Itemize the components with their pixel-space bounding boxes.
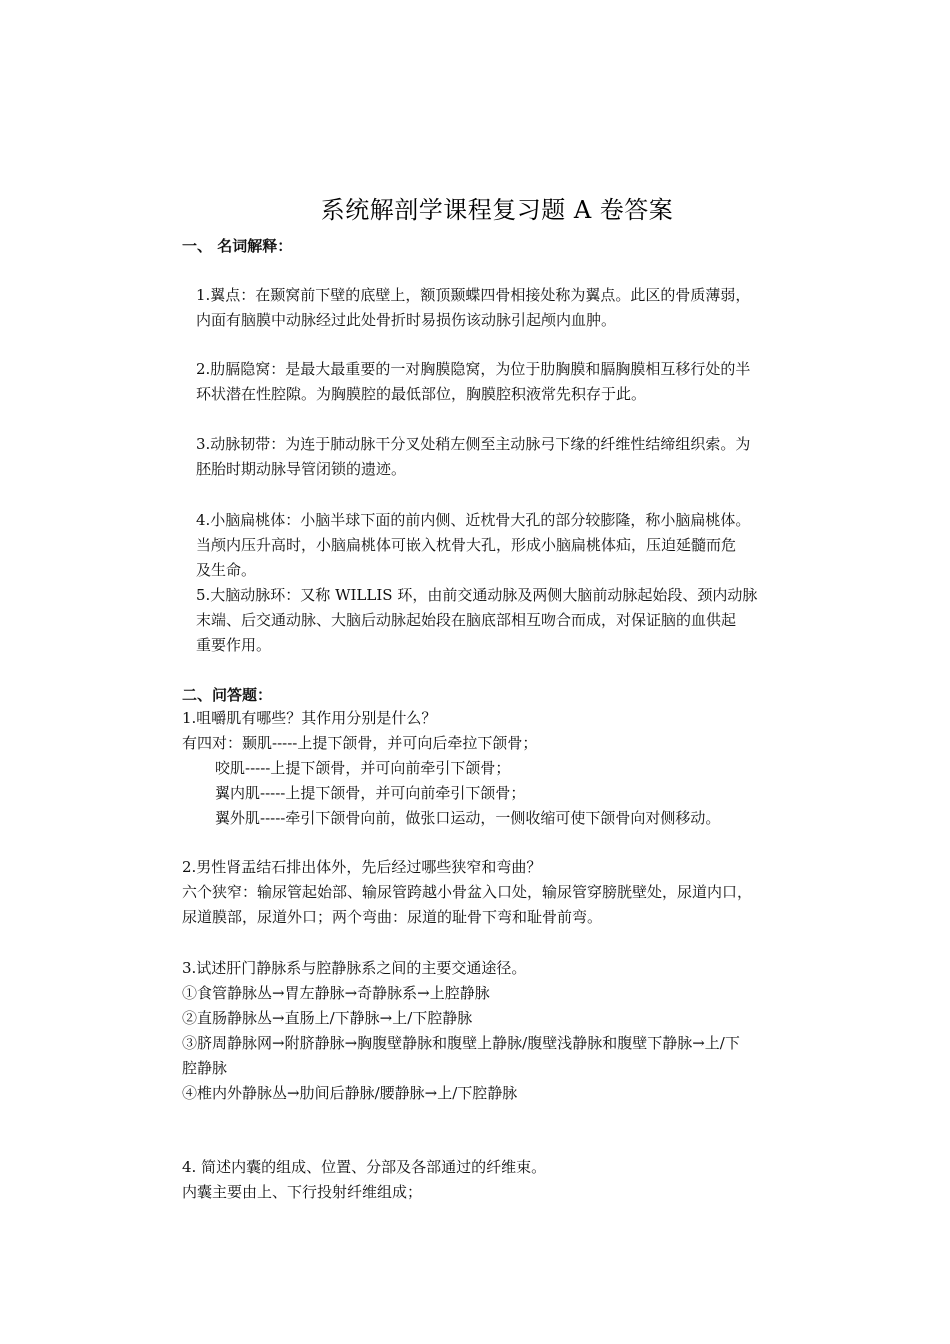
document-title: 系统解剖学课程复习题 A 卷答案 xyxy=(320,196,674,224)
answer-line: 腔静脉 xyxy=(182,1059,228,1077)
section-heading-questions: 二、问答题： xyxy=(182,686,273,704)
section-heading-definitions: 一、 名词解释： xyxy=(182,237,293,255)
text-line: 末端、后交通动脉、大脑后动脉起始段在脑底部相互吻合而成，对保证脑的血供起 xyxy=(196,611,737,629)
answer-line: 六个狭窄：输尿管起始部、输尿管跨越小骨盆入口处，输尿管穿膀胱壁处，尿道内口， xyxy=(182,883,753,901)
answer-line: 翼内肌-----上提下颌骨，并可向前牵引下颌骨； xyxy=(215,784,526,802)
term-pterion xyxy=(196,283,826,333)
question-1 xyxy=(182,706,842,831)
text-line: 4.小脑扁桃体：小脑半球下面的前内侧、近枕骨大孔的部分较膨隆，称小脑扁桃体。 xyxy=(196,511,751,529)
term-costodiaphragmatic-recess xyxy=(196,357,826,407)
text-line: 当颅内压升高时，小脑扁桃体可嵌入枕骨大孔，形成小脑扁桃体疝，压迫延髓而危 xyxy=(196,536,737,554)
answer-line: ①食管静脉丛→胃左静脉→奇静脉系→上腔静脉 xyxy=(182,984,490,1002)
question-text: 1.咀嚼肌有哪些？其作用分别是什么？ xyxy=(182,709,437,727)
question-text: 3.试述肝门静脉系与腔静脉系之间的主要交通途径。 xyxy=(182,959,527,977)
question-text: 2.男性肾盂结石排出体外，先后经过哪些狭窄和弯曲？ xyxy=(182,858,542,876)
question-4 xyxy=(182,1155,842,1205)
answer-line: 尿道膜部，尿道外口；两个弯曲：尿道的耻骨下弯和耻骨前弯。 xyxy=(182,908,603,926)
answer-line: 有四对：颞肌-----上提下颌骨，并可向后牵拉下颌骨； xyxy=(182,734,538,752)
term-arterial-ligament xyxy=(196,432,826,482)
text-line: 5.大脑动脉环：又称 WILLIS 环，由前交通动脉及两侧大脑前动脉起始段、颈内动脉 xyxy=(196,586,758,604)
text-line: 胚胎时期动脉导管闭锁的遗迹。 xyxy=(196,460,407,478)
text-line: 重要作用。 xyxy=(196,636,272,654)
text-line: 内面有脑膜中动脉经过此处骨折时易损伤该动脉引起颅内血肿。 xyxy=(196,311,617,329)
text-line: 1.翼点：在颞窝前下壁的底壁上，额顶颞蝶四骨相接处称为翼点。此区的骨质薄弱， xyxy=(196,286,751,304)
question-3 xyxy=(182,956,842,1106)
question-text: 4. 简述内囊的组成、位置、分部及各部通过的纤维束。 xyxy=(182,1158,547,1176)
answer-line: 咬肌-----上提下颌骨，并可向前牵引下颌骨； xyxy=(215,759,511,777)
text-line: 及生命。 xyxy=(196,561,257,579)
text-line: 3.动脉韧带：为连于肺动脉干分叉处稍左侧至主动脉弓下缘的纤维性结缔组织索。为 xyxy=(196,435,751,453)
text-line: 环状潜在性腔隙。为胸膜腔的最低部位，胸膜腔积液常先积存于此。 xyxy=(196,385,647,403)
term-cerebellar-tonsil-and-circle xyxy=(196,508,826,658)
answer-line: ④椎内外静脉丛→肋间后静脉/腰静脉→上/下腔静脉 xyxy=(182,1084,518,1102)
answer-line: 翼外肌-----牵引下颌骨向前，做张口运动，一侧收缩可使下颌骨向对侧移动。 xyxy=(215,809,721,827)
answer-line: 内囊主要由上、下行投射纤维组成； xyxy=(182,1183,423,1201)
question-2 xyxy=(182,855,842,930)
answer-line: ③脐周静脉网→附脐静脉→胸腹壁静脉和腹壁上静脉/腹壁浅静脉和腹壁下静脉→上/下 xyxy=(182,1034,740,1052)
answer-line: ②直肠静脉丛→直肠上/下静脉→上/下腔静脉 xyxy=(182,1009,473,1027)
text-line: 2.肋膈隐窝：是最大最重要的一对胸膜隐窝，为位于肋胸膜和膈胸膜相互移行处的半 xyxy=(196,360,751,378)
